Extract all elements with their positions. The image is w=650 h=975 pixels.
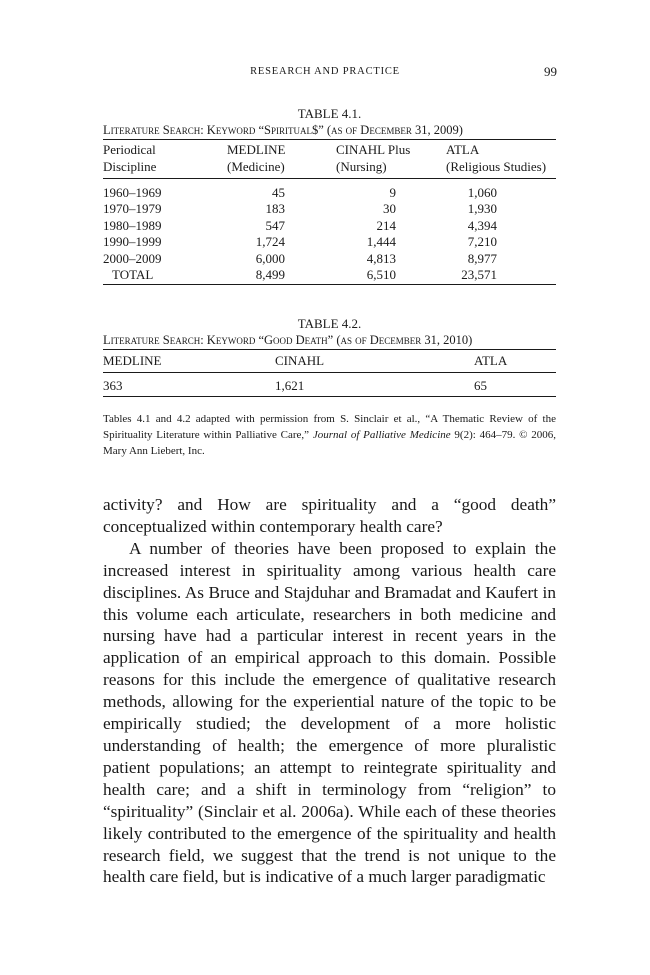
- table-credit-note: [103, 411, 556, 459]
- body-paragraph-2: A number of theories have been proposed to explain the increased interest in spirituality among various health care disciplines. As Bruce and Stajduhar and Bramadat and Kaufert in this volume each articulate, researchers in both medicine and nursing have had a particular interest in recent years in the application of an empirical approach to this domain. Possible reasons for this include the emergence of qualitative research methods, allowing for the experiential nature of the topic to be empirically studied; the development of a more holistic understanding of health; the emergence of more pluralistic patient populations; an attempt to reintegrate spirituality and health care; and a shift in terminology from “religion” to “spirituality” (Sinclair et al. 2006a). While each of these theories likely contributed to the emergence of the spirituality and health research field, we suggest that the trend is not unique to the health care field, but is indicative of a much larger paradigmatic: [103, 538, 556, 887]
- row-cinahl-value: 4,813: [366, 250, 396, 266]
- row-medline-value: 6,000: [255, 250, 285, 266]
- total-cinahl: 6,510: [366, 266, 396, 282]
- header-medicine: (Medicine): [227, 159, 285, 174]
- row-medline-value: 183: [265, 201, 285, 217]
- credit-text: [103, 411, 556, 459]
- credit-after-journal: 9(2): 464–79. © 2006, Mary Ann Liebert, Inc.: [103, 429, 557, 457]
- table-4-2-label: TABLE 4.2.: [297, 316, 362, 331]
- table-4-2-top-rule: [103, 349, 556, 350]
- row-atla-value: 1,060: [467, 185, 497, 200]
- body-paragraph-1: activity? and How are spirituality and a “good death” conceptualized within contemporary health care?: [103, 495, 556, 536]
- table-4-1-bottom-rule: [103, 284, 556, 285]
- table-4-1-label: TABLE 4.1.: [297, 106, 362, 121]
- table-4-1-top-rule: [103, 139, 556, 140]
- header-medline: MEDLINE: [227, 142, 286, 157]
- table-4-1-caption: Literature Search: Keyword “Spiritual$” (as of December 31, 2009): [103, 123, 463, 137]
- header-atla: ATLA: [474, 353, 508, 368]
- total-label: TOTAL: [112, 266, 154, 282]
- row-period: 1960–1969: [103, 185, 162, 200]
- row-atla-value: 8,977: [467, 250, 497, 266]
- header-discipline: Discipline: [103, 159, 157, 174]
- table-row: [103, 234, 556, 250]
- header-cinahl: CINAHL: [275, 353, 325, 368]
- row-cinahl-value: 214: [376, 217, 396, 233]
- row-period: 2000–2009: [103, 250, 162, 266]
- row-atla-value: 65: [474, 378, 487, 393]
- row-medline-value: 547: [265, 217, 285, 233]
- running-head: RESEARCH AND PRACTICE: [250, 66, 400, 77]
- row-cinahl-value: 1,621: [275, 378, 305, 393]
- table-4-1-body: [103, 185, 556, 283]
- table-4-2-header-rule: [103, 372, 556, 373]
- header-cinahl-plus: CINAHL Plus: [336, 142, 411, 157]
- row-period: 1970–1979: [103, 201, 162, 217]
- row-medline-value: 363: [103, 378, 123, 393]
- credit-before-journal: Tables 4.1 and 4.2 adapted with permission from S. Sinclair et al., “A Thematic Review of the Spirituality Literature within Palliative Care,”: [103, 413, 556, 441]
- row-medline-value: 45: [272, 185, 285, 200]
- table-4-1-header-row-2: [103, 159, 556, 176]
- table-4-2-bottom-rule: [103, 396, 556, 397]
- table-4-2-header: [103, 353, 556, 372]
- table-4-1-header-row-1: [103, 142, 556, 159]
- table-4-2-caption: Literature Search: Keyword “Good Death” (as of December 31, 2010): [103, 333, 473, 347]
- row-period: 1980–1989: [103, 217, 162, 233]
- table-4-1-header: [103, 142, 556, 176]
- credit-journal-title: Journal of Palliative Medicine: [312, 429, 451, 441]
- table-4-1: [103, 106, 556, 285]
- row-cinahl-value: 9: [389, 185, 396, 200]
- table-4-1-header-rule: [103, 178, 556, 179]
- table-row: [103, 201, 556, 217]
- row-medline-value: 1,724: [255, 234, 285, 250]
- row-atla-value: 4,394: [467, 217, 497, 233]
- header-atla: ATLA: [446, 142, 480, 157]
- header-religious-studies: (Religious Studies): [446, 159, 547, 174]
- table-row: [103, 185, 556, 201]
- row-cinahl-value: 30: [383, 201, 396, 217]
- row-period: 1990–1999: [103, 234, 162, 250]
- row-atla-value: 7,210: [467, 234, 497, 250]
- header-nursing: (Nursing): [336, 159, 387, 174]
- row-atla-value: 1,930: [467, 201, 497, 217]
- header-periodical: Periodical: [103, 142, 156, 157]
- table-row: [103, 378, 556, 396]
- total-medline: 8,499: [255, 266, 285, 282]
- table-row: [103, 251, 556, 267]
- table-total-row: [103, 267, 556, 283]
- body-text: [103, 494, 556, 888]
- page-number: 99: [544, 64, 557, 79]
- total-atla: 23,571: [461, 266, 497, 282]
- table-row: [103, 218, 556, 234]
- header-medline: MEDLINE: [103, 353, 162, 368]
- row-cinahl-value: 1,444: [366, 234, 396, 250]
- table-4-2: [103, 316, 556, 397]
